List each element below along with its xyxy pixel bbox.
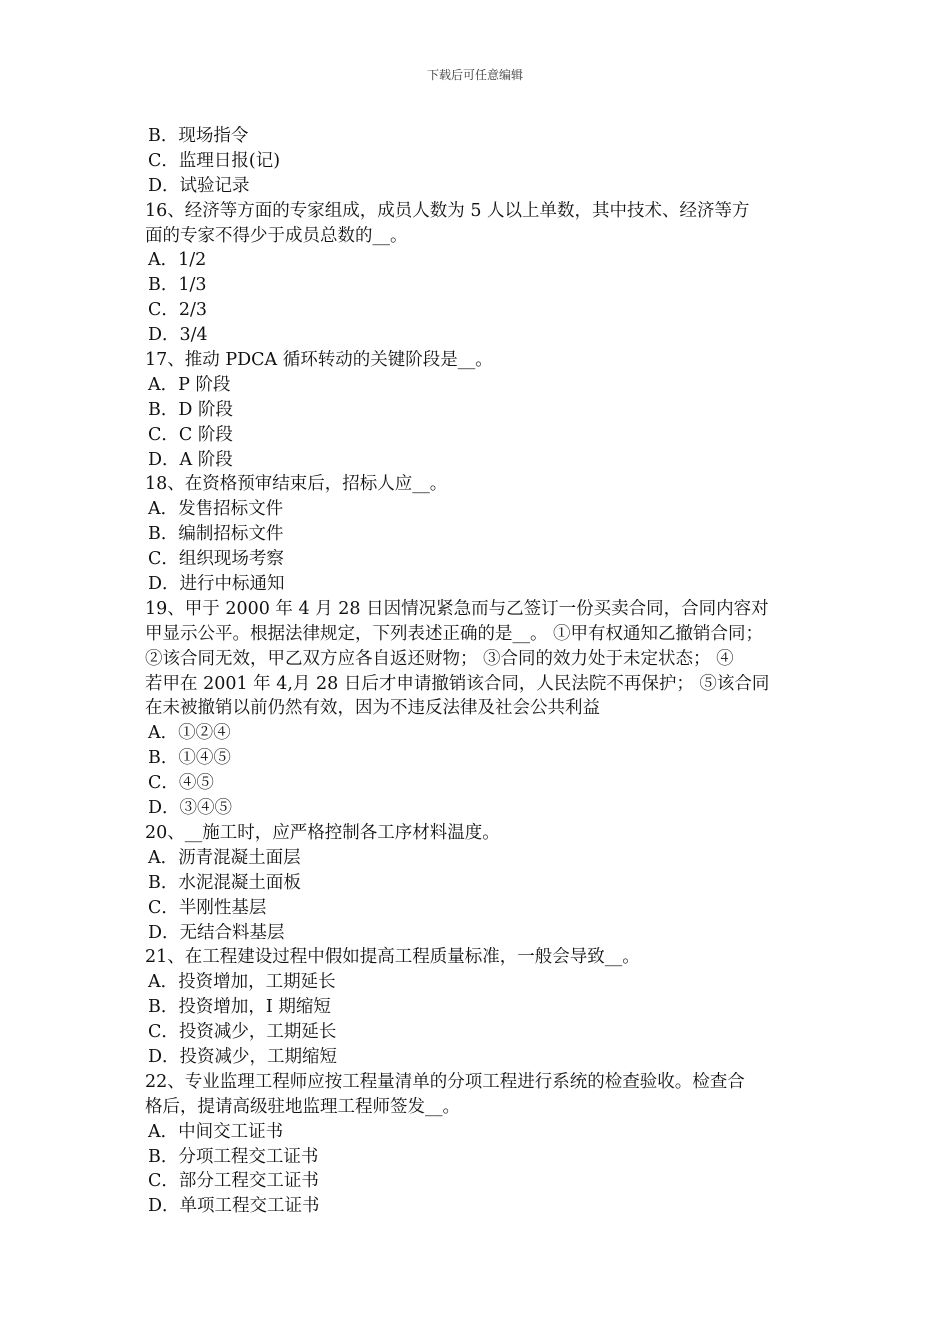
page-header: 下载后可任意编辑: [426, 68, 523, 82]
answer-option: C．投资减少，工期延长: [148, 1022, 337, 1043]
answer-option: D．无结合料基层: [148, 922, 285, 943]
answer-option: D．③④⑤: [148, 798, 233, 819]
question-text: 面的专家不得少于成员总数的__。: [145, 225, 408, 246]
document-body: [145, 124, 815, 1219]
answer-option: B．水泥混凝土面板: [148, 872, 301, 893]
answer-option: B．D 阶段: [148, 399, 233, 420]
answer-option: D．进行中标通知: [148, 574, 285, 595]
answer-option: D．单项工程交工证书: [148, 1196, 320, 1217]
answer-option: A．中间交工证书: [148, 1121, 284, 1142]
answer-option: B．投资增加，I 期缩短: [148, 997, 331, 1018]
answer-option: B．现场指令: [148, 126, 249, 146]
question-text: 17、推动 PDCA 循环转动的关键阶段是__。: [145, 350, 493, 371]
answer-option: A．沥青混凝土面层: [148, 847, 301, 868]
answer-option: D．3/4: [148, 325, 208, 346]
answer-option: D．试验记录: [148, 175, 250, 196]
question-text: 19、甲于 2000 年 4 月 28 日因情况紧急而与乙签订一份买卖合同，合同内容对: [145, 598, 769, 619]
answer-option: B．①④⑤: [148, 748, 231, 769]
answer-option: B．编制招标文件: [148, 524, 284, 545]
question-text: 18、在资格预审结束后，招标人应__。: [145, 474, 448, 495]
question-text: 甲显示公平。根据法律规定，下列表述正确的是__。 ①甲有权通知乙撤销合同；: [145, 623, 764, 644]
question-text: 在未被撤销以前仍然有效，因为不违反法律及社会公共利益: [145, 698, 600, 719]
answer-option: D．A 阶段: [148, 449, 233, 470]
question-text: ②该合同无效，甲乙双方应各自返还财物； ③合同的效力处于未定状态； ④: [145, 648, 734, 669]
answer-option: C．④⑤: [148, 773, 214, 794]
answer-option: C．部分工程交工证书: [148, 1171, 319, 1192]
answer-option: C．组织现场考察: [148, 549, 284, 570]
answer-option: A．1/2: [148, 250, 207, 271]
question-text: 20、__施工时，应严格控制各工序材料温度。: [145, 822, 500, 843]
question-text: 22、专业监理工程师应按工程量清单的分项工程进行系统的检查验收。检查合: [145, 1071, 745, 1092]
answer-option: C．2/3: [148, 300, 208, 321]
question-text: 若甲在 2001 年 4,月 28 日后才申请撤销该合同，人民法院不再保护； ⑤该合同: [145, 673, 770, 694]
answer-option: D．投资减少，工期缩短: [148, 1046, 338, 1067]
answer-option: B．1/3: [148, 275, 207, 296]
question-text: 格后，提请高级驻地监理工程师签发__。: [145, 1096, 460, 1117]
answer-option: A．投资增加，工期延长: [148, 972, 336, 993]
answer-option: A．发售招标文件: [148, 499, 284, 520]
answer-option: B．分项工程交工证书: [148, 1146, 319, 1167]
answer-option: C．C 阶段: [148, 424, 233, 445]
answer-option: A．①②④: [148, 723, 231, 744]
answer-option: C．监理日报(记): [148, 150, 281, 171]
question-text: 21、在工程建设过程中假如提高工程质量标准，一般会导致__。: [145, 947, 640, 968]
question-text: 16、经济等方面的专家组成，成员人数为 5 人以上单数，其中技术、经济等方: [145, 200, 750, 221]
answer-option: A．P 阶段: [148, 374, 231, 395]
answer-option: C．半刚性基层: [148, 897, 267, 918]
